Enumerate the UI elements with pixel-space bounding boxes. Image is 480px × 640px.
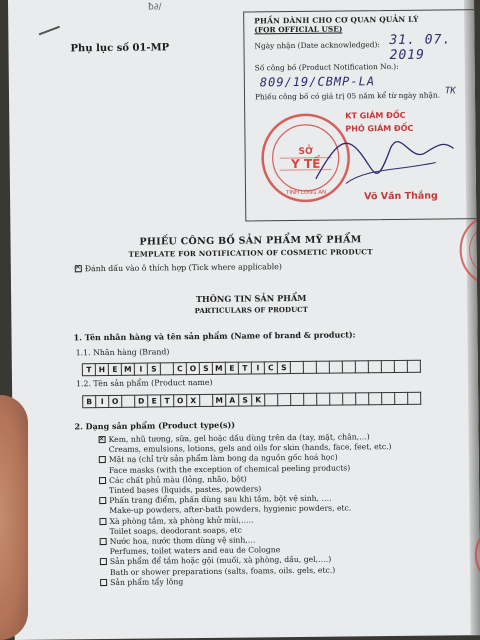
letter-cell	[395, 392, 408, 405]
product-type-vn: Mặt nạ (chỉ trừ sản phẩm làm bong da nguồn gốc hoá học)	[108, 452, 338, 465]
product-type-en: Toilet soaps, deodorant soaps, etc	[109, 525, 242, 536]
validity-note: Phiếu công bố có giá trị 05 năm kể từ ngày nhận.	[254, 90, 441, 102]
pen-mark	[39, 26, 60, 36]
letter-cell: X	[187, 394, 200, 407]
letter-cell	[356, 392, 369, 405]
letter-cell	[317, 361, 330, 374]
product-type-en: Make-up powders, after-bath powders, hygienic powders, etc.	[109, 503, 352, 516]
handwritten-signature	[305, 122, 456, 194]
date-acknowledged-value: 31. 07. 2019	[389, 32, 452, 64]
product-type-en: Face masks (with the exception of chemical peeling products)	[108, 463, 351, 475]
checkbox-icon	[99, 518, 106, 525]
stamp-text-main: Y TẾ	[291, 156, 321, 172]
question-1-label: 1. Tên nhãn hàng và tên sản phẩm (Name of brand & product):	[73, 329, 356, 343]
section-heading-en: PARTICULARS OF PRODUCT	[194, 304, 308, 316]
letter-cell: K	[252, 393, 265, 406]
stamp-text-top: SỞ	[298, 146, 313, 157]
product-name-label: 1.2. Tên sản phẩm (Product name)	[75, 377, 213, 389]
product-type-en: Perfumes, toilet waters and eau de Cologne	[109, 545, 281, 557]
checkbox-icon	[99, 477, 106, 484]
letter-cell: E	[109, 363, 122, 376]
letter-cell: M	[122, 363, 135, 376]
form-title: PHIẾU CÔNG BỐ SẢN PHẨM MỸ PHẨM	[139, 234, 362, 248]
letter-cell: C	[265, 361, 278, 374]
tick-instruction: ✕Đánh dấu vào ô thích hợp (Tick where applicable)	[75, 262, 282, 273]
letter-cell: A	[226, 394, 239, 407]
product-type-en: Creams, emulsions, lotions, gels and oils for skin (hands, face, feet, etc.)	[108, 442, 392, 455]
letter-cell	[369, 360, 382, 373]
letter-cell: S	[278, 361, 291, 374]
letter-cell: E	[226, 362, 239, 375]
checkbox-icon	[99, 436, 106, 443]
notification-number-value: 809/19/CBMP-LA	[259, 74, 376, 90]
letter-cell: M	[213, 394, 226, 407]
letter-cell	[304, 393, 317, 406]
checkbox-icon	[100, 579, 107, 586]
checkbox-icon	[99, 456, 106, 463]
checkbox-icon	[100, 538, 107, 545]
letter-cell	[278, 393, 291, 406]
letter-cell	[343, 360, 356, 373]
notification-number-label: Số công bố (Product Notification No.):	[254, 61, 399, 73]
signer-name: Võ Văn Thắng	[364, 190, 438, 203]
product-type-vn: Kem, nhũ tương, sữa, gel hoặc dầu dùng trên da (tay, mặt, chân,…)	[108, 432, 370, 444]
product-type-vn: Phấn trang điểm, phấn dùng sau khi tắm, bột vệ sinh, ….	[109, 493, 332, 506]
brand-letter-grid	[82, 360, 421, 377]
official-heading: PHẦN DÀNH CHO CƠ QUAN QUẢN LÝ	[254, 14, 419, 26]
product-type-vn: Xà phòng tắm, xà phòng khử mùi,…..	[109, 515, 254, 526]
letter-cell	[330, 361, 343, 374]
letter-cell	[291, 393, 304, 406]
letter-cell: I	[135, 363, 148, 376]
question-2-label: 2. Dạng sản phẩm (Product type(s))	[74, 419, 236, 432]
letter-cell: I	[252, 361, 265, 374]
letter-cell: D	[135, 395, 148, 408]
letter-cell: O	[187, 362, 200, 375]
finger-holding-page	[0, 395, 28, 640]
letter-cell	[408, 392, 421, 405]
letter-cell	[395, 360, 408, 373]
initials: TK	[444, 86, 456, 97]
letter-cell: I	[96, 395, 109, 408]
letter-cell: S	[200, 362, 213, 375]
signer-role-1: KT GIÁM ĐỐC	[345, 110, 406, 121]
product-letter-grid	[82, 392, 421, 409]
checkbox-icon	[99, 497, 106, 504]
letter-cell: M	[213, 362, 226, 375]
letter-cell: E	[148, 394, 161, 407]
letter-cell: B	[83, 395, 96, 408]
letter-cell: S	[148, 362, 161, 375]
section-heading: THÔNG TIN SẢN PHẨM	[195, 292, 307, 305]
document-page	[8, 0, 480, 640]
form-title-en: TEMPLATE FOR NOTIFICATION OF COSMETIC PRODUCT	[128, 247, 373, 259]
stamp-text-bottom: TỈNH LONG AN	[285, 189, 327, 197]
letter-cell: H	[96, 363, 109, 376]
product-type-en: Tinted bases (liquids, pastes, powders)	[109, 484, 262, 495]
letter-cell	[317, 393, 330, 406]
signer-role-2: PHÓ GIÁM ĐỐC	[345, 123, 414, 134]
annex-number: Phụ lục số 01-MP	[70, 42, 170, 55]
product-type-en: Bath or shower preparations (salts, foams, oils. gels, etc.)	[109, 565, 336, 577]
letter-cell: T	[83, 363, 96, 376]
letter-cell: T	[239, 361, 252, 374]
letter-cell	[161, 362, 174, 375]
product-type-list	[99, 431, 461, 588]
letter-cell	[291, 361, 304, 374]
handwritten-mark: ƀ∂/	[148, 2, 162, 13]
letter-cell: O	[174, 394, 187, 407]
product-type-vn: Các chất phủ màu (lỏng, nhão, bột)	[108, 474, 247, 485]
letter-cell	[382, 360, 395, 373]
letter-cell	[356, 360, 369, 373]
official-use-box	[243, 9, 480, 221]
letter-cell	[122, 395, 135, 408]
partial-side-stamp-lower	[469, 515, 480, 596]
product-type-vn: Sản phẩm tẩy lông	[110, 577, 184, 587]
letter-cell	[343, 392, 356, 405]
letter-cell: O	[109, 395, 122, 408]
product-type-vn: Nước hoa, nước thơm dùng vệ sinh,…	[109, 535, 256, 546]
letter-cell	[408, 360, 421, 373]
checkbox-icon	[100, 558, 107, 565]
letter-cell	[382, 392, 395, 405]
letter-cell	[200, 394, 213, 407]
letter-cell: T	[161, 394, 174, 407]
letter-cell	[369, 392, 382, 405]
product-type-vn: Sản phẩm để tắm hoặc gội (muối, xà phòng, dầu, gel,….)	[109, 555, 332, 567]
letter-cell	[330, 393, 343, 406]
official-heading-en: (FOR OFFICIAL USE)	[254, 24, 343, 35]
letter-cell	[304, 361, 317, 374]
letter-cell	[265, 393, 278, 406]
checkbox-icon	[75, 265, 82, 272]
date-acknowledged-label: Ngày nhận (Date acknowledged):	[254, 40, 380, 51]
brand-label: 1.1. Nhãn hàng (Brand)	[75, 347, 170, 358]
letter-cell: S	[239, 393, 252, 406]
letter-cell: C	[174, 362, 187, 375]
